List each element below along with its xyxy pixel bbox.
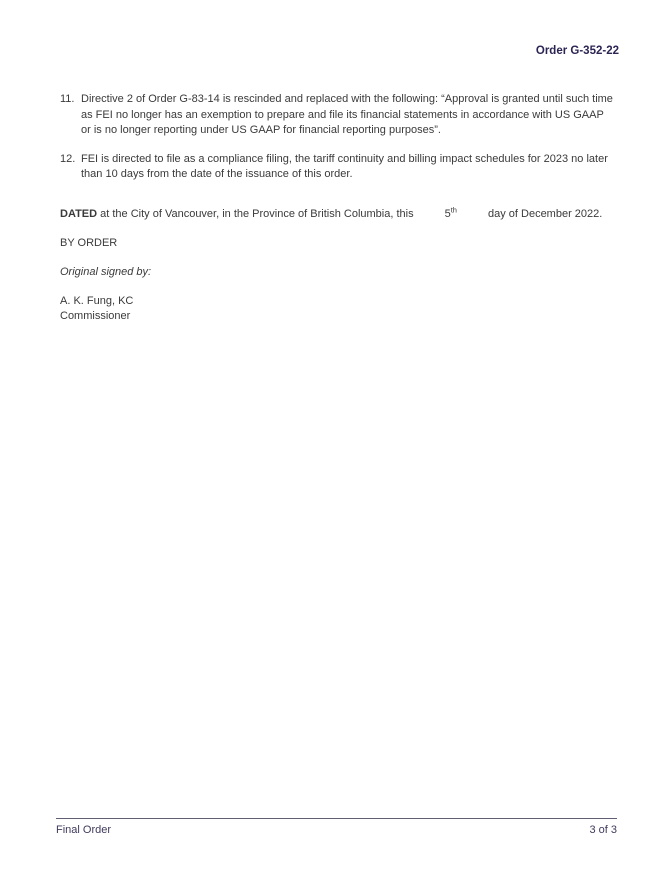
directive-number: 11. — [60, 93, 75, 105]
by-order-text: BY ORDER — [60, 236, 118, 249]
directive-item-12 — [60, 152, 614, 183]
day-suffix-superscript: th — [450, 205, 457, 215]
dated-text-before: at the City of Vancouver, in the Province of British Columbia, this — [97, 207, 414, 220]
signatory-title: Commissioner — [60, 310, 131, 323]
directive-text: Directive 2 of Order G-83-14 is rescinded and replaced with the following: “Approval is granted until such time as FEI no longer has an exemption to prepare and file its financial statements in accordance with US GAAP or is no longer reporting under US GAAP for financial reporting purposes”. — [81, 93, 613, 137]
directive-number: 12. — [60, 152, 76, 165]
signatory-name: A. K. Fung, KC — [60, 294, 134, 307]
directive-text: FEI is directed to file as a compliance filing, the tariff continuity and billing impact schedules for 2023 no later than 10 days from the date of the issuance of this order. — [81, 152, 608, 181]
page-header — [53, 44, 619, 60]
page-footer — [56, 818, 617, 839]
footer-page-indicator: 3 of 3 — [589, 824, 617, 836]
dated-label: DATED — [60, 207, 98, 220]
directive-item-11 — [60, 92, 614, 139]
footer-left-text: Final Order — [56, 824, 112, 836]
order-number: Order G-352-22 — [535, 45, 619, 57]
signature-block — [60, 294, 614, 325]
signed-by-note: Original signed by: — [60, 266, 152, 279]
dated-paragraph — [60, 207, 614, 223]
dated-text-after: day of December 2022. — [487, 207, 603, 220]
document-body — [60, 92, 614, 325]
day-number: 5 — [444, 207, 451, 220]
